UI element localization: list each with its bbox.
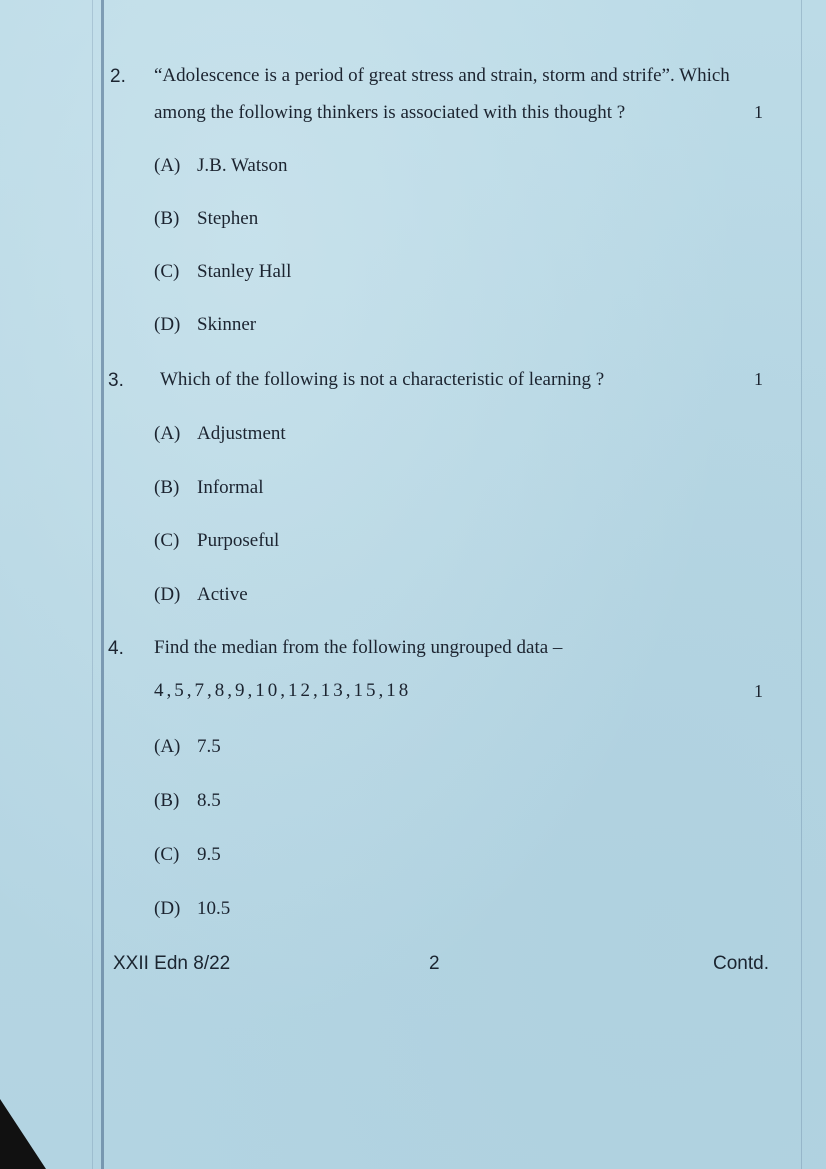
question-marks: 1 — [754, 369, 763, 389]
option-text: Informal — [197, 477, 264, 498]
question-text: among the following thinkers is associated with this thought ? — [154, 102, 626, 123]
option-label: (B) — [154, 208, 180, 229]
page-number: 2 — [429, 953, 440, 974]
option — [154, 314, 256, 336]
option — [154, 790, 221, 812]
option-label: (B) — [154, 790, 180, 811]
question-text: Which of the following is not a characteristic of learning ? — [160, 369, 605, 390]
option — [154, 898, 230, 920]
option — [154, 844, 221, 866]
option-label: (C) — [154, 261, 180, 282]
option-label: (D) — [154, 898, 181, 919]
option-text: 10.5 — [197, 898, 231, 919]
footer-code: XXII Edn 8/22 — [113, 953, 231, 974]
option-label: (C) — [154, 530, 180, 551]
question-text: “Adolescence is a period of great stress and strain, storm and strife”. Which — [154, 65, 730, 86]
option-text: Skinner — [197, 314, 257, 335]
option-label: (A) — [154, 423, 181, 444]
option-label: (B) — [154, 477, 180, 498]
margin-line — [101, 0, 104, 1169]
continued-label: Contd. — [713, 953, 769, 974]
question-marks: 1 — [754, 681, 763, 701]
option-label: (D) — [154, 314, 181, 335]
right-margin-line — [801, 0, 802, 1169]
question-number: 3. — [108, 370, 124, 391]
option — [154, 584, 248, 606]
option-text: Adjustment — [197, 423, 286, 444]
option-text: Active — [197, 584, 248, 605]
ungrouped-data: 4,5,7,8,9,10,12,13,15,18 — [154, 680, 412, 701]
option-text: Stanley Hall — [197, 261, 292, 282]
option-text: J.B. Watson — [197, 155, 288, 176]
option — [154, 736, 221, 758]
option-label: (C) — [154, 844, 180, 865]
option — [154, 261, 291, 283]
margin-line-faint — [92, 0, 93, 1169]
option — [154, 155, 288, 177]
question-number: 2. — [110, 66, 126, 87]
option-label: (D) — [154, 584, 181, 605]
option-label: (A) — [154, 155, 181, 176]
question-marks: 1 — [754, 102, 763, 122]
question-text: Find the median from the following ungrouped data – — [154, 637, 563, 658]
option — [154, 423, 286, 445]
question-number: 4. — [108, 638, 124, 659]
scan-corner — [0, 1099, 46, 1169]
option — [154, 477, 263, 499]
option-text: 8.5 — [197, 790, 221, 811]
option-text: 9.5 — [197, 844, 221, 865]
option-text: Stephen — [197, 208, 259, 229]
option-text: Purposeful — [197, 530, 280, 551]
option-text: 7.5 — [197, 736, 221, 757]
option-label: (A) — [154, 736, 181, 757]
option — [154, 530, 279, 552]
option — [154, 208, 258, 230]
